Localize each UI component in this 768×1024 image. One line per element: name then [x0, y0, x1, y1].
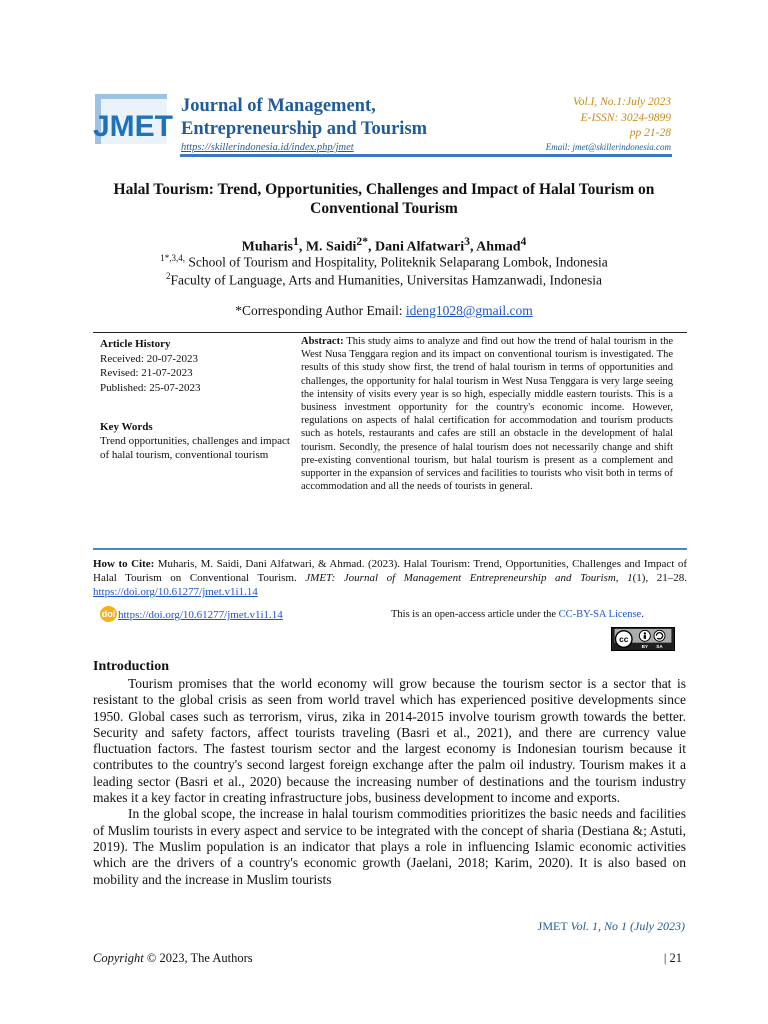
svg-text:SA: SA	[656, 644, 663, 650]
svg-text:cc: cc	[619, 635, 629, 645]
received-date: Received: 20-07-2023	[100, 352, 199, 365]
author-list: Muharis$^1$, M. Saidi$^{2*}$, Dani Alfatwari$^3$, Ahmad$^4$	[241, 235, 527, 255]
doi-link[interactable]: https://doi.org/10.61277/jmet.v1i1.14	[118, 609, 283, 621]
keywords-section	[100, 420, 295, 462]
journal-email[interactable]: Email: jmet@skillerindonesia.com	[545, 142, 671, 152]
revised-date: Revised: 21-07-2023	[100, 367, 193, 379]
journal-url-link[interactable]: https://skillerindonesia.id/index.php/jmet	[181, 142, 354, 153]
page-number: | 21	[663, 951, 682, 965]
body-text	[93, 676, 686, 888]
how-to-cite: How to Cite: Muharis, M. Saidi, Dani Alfatwari, & Ahmad. (2023). Halal Tourism: Trend, Opportunities, Challenges and Impact of Halal Tourism on Conventional Tourism. JMET: Journal of Management Entrepreneurship and Tourism, 1(1), 21–28. https://doi.org/10.61277/jmet.v1i1.14	[93, 558, 688, 598]
citation-divider	[93, 548, 687, 550]
header-divider	[180, 154, 672, 157]
journal-title: Journal of Management, Entrepreneurship and Tourism	[181, 96, 428, 139]
author-name: M. Saidi	[305, 239, 357, 255]
pages-info: pp 21-28	[629, 127, 671, 139]
doi-row	[100, 605, 687, 625]
published-date: Published: 25-07-2023	[100, 381, 201, 394]
author-name: Dani Alfatwari	[375, 239, 465, 255]
jmet-logo	[92, 92, 174, 146]
corresponding-email-link[interactable]: ideng1028@gmail.com	[405, 303, 533, 318]
history-heading: Article History	[100, 338, 171, 350]
corresponding-author: *Corresponding Author Email: ideng1028@gmail.com	[235, 303, 533, 318]
author-name: Ahmad	[476, 239, 521, 255]
eissn-info: E-ISSN: 3024-9899	[580, 111, 671, 124]
volume-info: Vol.I, No.1:July 2023	[572, 96, 671, 108]
journal-meta	[573, 95, 671, 142]
footer-journal: JMET Vol. 1, No 1 (July 2023)	[537, 919, 685, 933]
affiliation-2: $^2$Faculty of Language, Arts and Humanities, Universitas Hamzanwadi, Indonesia	[165, 271, 602, 288]
abstract	[301, 335, 673, 493]
abstract-text: This study aims to analyze and find out how the trend of halal tourism in the West Nusa Tenggara region and its impact on conventional tourism is investigated. The results of this study show first, the trend of halal tourism in terms of opportunities and challenges, the opportunity for halal tourism in West Nusa Tenggara is very large seeing the intensity of visits every year is so high, especially middle eastern tourists. This is a business investment opportunity for the country's economic income. However, regulations on aspects of halal certification for accommodation and tourism products such as hotels, restaurants and cafes are still an obstacle in the development of halal tourism. Secondly, the presence of halal tourism does not necessarily change and shift pre-existing conventional tourism, but halal tourism is present as a complement and supporter in the expansion of services and facilities to tourists who visit both in terms of accommodation and all the needs of tourists in general.	[301, 336, 673, 493]
copyright: Copyright © 2023, The Authors	[93, 951, 253, 965]
keywords-text: Trend opportunities, challenges and impact of halal tourism, conventional tourism	[100, 435, 290, 461]
cc-by-sa-badge-icon[interactable]	[611, 627, 675, 651]
keywords-heading: Key Words	[100, 421, 153, 433]
section-heading-introduction: Introduction	[93, 659, 169, 674]
paragraph: Tourism promises that the world economy will grow because the tourism sector is a sector that is resistant to the global crisis as seen from world travel which has experienced positive developments since 1950. Global cases such as terrorism, virus, zika in 2014-2015 involve tourism growth towards the better. Security and safety factors, affect tourists traveling (Basri et al., 2021), and there are currency value fluctuation factors. The fastest tourism sector and the largest economy is Indonesian tourism because it contributes to the country's second largest foreign exchange after the palm oil industry. Tourism makes it a leading sector (Basri et al., 2020) because the increasing number of destinations and the tourism industry makes it a key factor in creating infrastructure jobs, business development to income and exports.	[93, 676, 686, 806]
affiliation-1: $^{1*,3,4,}$ School of Tourism and Hospitality, Politeknik Selaparang Lombok, Indonesia	[160, 253, 608, 270]
doi-icon: doi	[100, 606, 117, 622]
author-name: Muharis	[241, 239, 293, 255]
svg-text:BY: BY	[641, 644, 649, 650]
paper-title: Halal Tourism: Trend, Opportunities, Challenges and Impact of Halal Tourism on Conventional Tourism	[113, 181, 655, 217]
logo-text: JMET	[92, 110, 174, 143]
open-access-notice: This is an open-access article under the CC-BY-SA License.	[391, 609, 644, 620]
paragraph: In the global scope, the increase in halal tourism commodities prioritizes the basic needs and facilities of Muslim tourists in every aspect and service to be integrated with the concept of sharia (Destiana &; Astuti, 2019). The Muslim population is an indicator that plays a role in influencing Islamic economic activities which are the drivers of a country's economic growth (Jaelani, 2018; Karim, 2020). It is also based on mobility and the increase in Muslim tourists	[93, 806, 686, 887]
citation-doi-link[interactable]: https://doi.org/10.61277/jmet.v1i1.14	[93, 586, 258, 598]
license-link[interactable]: CC-BY-SA License	[558, 609, 642, 620]
abstract-label: Abstract:	[301, 336, 344, 347]
article-history	[100, 337, 295, 395]
